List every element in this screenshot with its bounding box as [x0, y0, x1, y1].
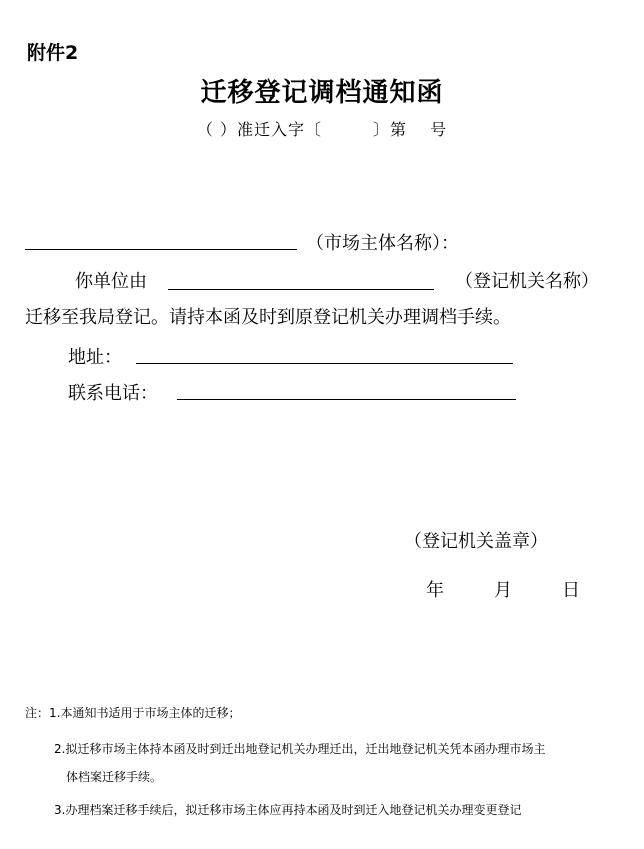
registration-authority-blank — [168, 289, 434, 290]
date-month: 月 — [494, 580, 512, 601]
body-line-2: 迁移至我局登记。请持本函及时到原登记机关办理调档手续。 — [25, 307, 511, 328]
reference-number-line: （ ）准迁入字〔 〕第 号 — [196, 120, 448, 139]
body-prefix: 你单位由 — [75, 271, 147, 292]
attachment-label: 附件2 — [27, 42, 79, 64]
document-title: 迁移登记调档通知函 — [200, 78, 444, 108]
note-2-line-2: 体档案迁移手续。 — [66, 770, 163, 784]
address-label: 地址： — [68, 347, 122, 368]
note-1: 注：1.本通知书适用于市场主体的迁移； — [25, 706, 241, 720]
phone-blank — [177, 399, 516, 400]
registration-authority-label: （登记机关名称） — [455, 271, 599, 292]
market-entity-name-label: （市场主体名称）： — [306, 233, 459, 254]
address-blank — [136, 363, 513, 364]
date-day: 日 — [562, 580, 580, 601]
date-year: 年 — [426, 580, 444, 601]
note-3: 3.办理档案迁移手续后，拟迁移市场主体应再持本函及时到迁入地登记机关办理变更登记 — [54, 803, 522, 817]
note-2-line-1: 2.拟迁移市场主体持本函及时到迁出地登记机关办理迁出，迁出地登记机关凭本函办理市场主 — [54, 742, 546, 756]
market-entity-name-blank — [25, 249, 297, 250]
phone-label: 联系电话： — [68, 383, 158, 404]
seal-label: （登记机关盖章） — [404, 531, 548, 552]
